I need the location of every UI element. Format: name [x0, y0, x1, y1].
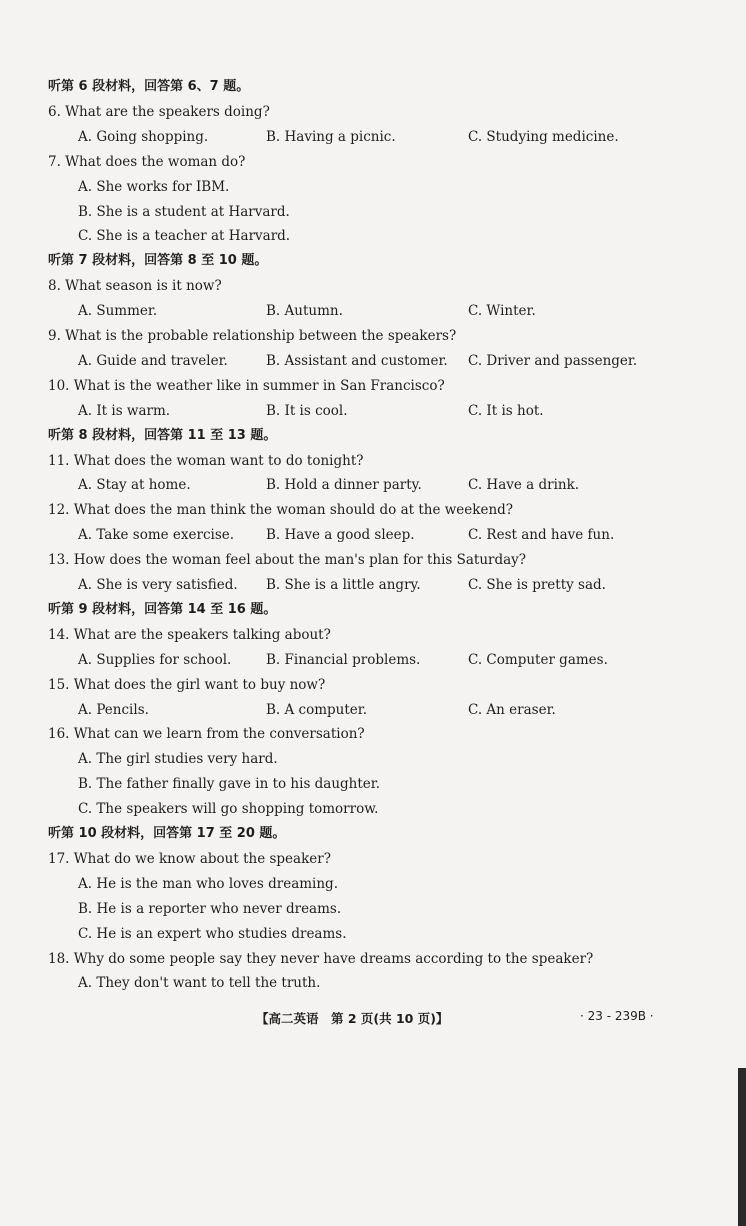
option-line: [0, 875, 746, 893]
option-text: B. He is a reporter who never dreams.: [78, 901, 342, 917]
options-row: [0, 302, 746, 320]
section-header: 听第 8 段材料，回答第 11 至 13 题。: [48, 428, 277, 443]
option-b: B. Assistant and customer.: [266, 353, 448, 369]
section-header: 听第 7 段材料，回答第 8 至 10 题。: [48, 253, 268, 268]
option-text: A. They don't want to tell the truth.: [78, 975, 321, 991]
question-text: 6. What are the speakers doing?: [48, 104, 270, 120]
question-text: 11. What does the woman want to do tonight?: [48, 453, 364, 469]
option-a: A. Going shopping.: [78, 129, 209, 145]
option-text: A. She works for IBM.: [78, 179, 230, 195]
options-row: [0, 476, 746, 494]
option-c: C. Studying medicine.: [468, 129, 619, 145]
question-text: 13. How does the woman feel about the man's plan for this Saturday?: [48, 552, 527, 568]
option-a: A. Summer.: [78, 303, 158, 319]
option-a: A. Stay at home.: [78, 477, 191, 493]
option-b: B. A computer.: [266, 702, 368, 718]
question-text: 16. What can we learn from the conversation?: [48, 726, 365, 742]
option-b: B. Having a picnic.: [266, 129, 396, 145]
option-b: B. Financial problems.: [266, 652, 421, 668]
option-text: B. The father finally gave in to his daughter.: [78, 776, 381, 792]
options-row: [0, 576, 746, 594]
option-text: C. The speakers will go shopping tomorrow.: [78, 801, 379, 817]
section-header: 听第 10 段材料，回答第 17 至 20 题。: [48, 826, 286, 841]
question-text: 12. What does the man think the woman should do at the weekend?: [48, 502, 514, 518]
option-a: A. She is very satisfied.: [78, 577, 238, 593]
options-row: [0, 526, 746, 544]
option-a: A. Guide and traveler.: [78, 353, 228, 369]
option-text: C. She is a teacher at Harvard.: [78, 228, 291, 244]
option-c: C. Winter.: [468, 303, 536, 319]
question-text: 7. What does the woman do?: [48, 154, 246, 170]
option-text: B. She is a student at Harvard.: [78, 204, 290, 220]
footer-title: 【高二英语 第 2 页(共 10 页)】: [256, 1011, 449, 1026]
question-text: 15. What does the girl want to buy now?: [48, 677, 326, 693]
option-c: C. Computer games.: [468, 652, 608, 668]
section-header: 听第 9 段材料，回答第 14 至 16 题。: [48, 602, 277, 617]
options-row: [0, 128, 746, 146]
option-line: [0, 227, 746, 245]
option-text: C. He is an expert who studies dreams.: [78, 926, 347, 942]
scan-edge-mark: [738, 1068, 746, 1226]
options-row: [0, 352, 746, 370]
option-a: A. It is warm.: [78, 403, 171, 419]
option-line: [0, 925, 746, 943]
question-text: 18. Why do some people say they never have dreams according to the speaker?: [48, 951, 594, 967]
question-text: 10. What is the weather like in summer in San Francisco?: [48, 378, 445, 394]
option-c: C. Have a drink.: [468, 477, 580, 493]
option-b: B. She is a little angry.: [266, 577, 421, 593]
options-row: [0, 402, 746, 420]
question-text: 14. What are the speakers talking about?: [48, 627, 331, 643]
page-footer: [0, 1009, 746, 1027]
question-text: 8. What season is it now?: [48, 278, 222, 294]
option-line: [0, 800, 746, 818]
option-b: B. Autumn.: [266, 303, 343, 319]
option-line: [0, 775, 746, 793]
option-line: [0, 974, 746, 992]
option-line: [0, 178, 746, 196]
option-a: A. Supplies for school.: [78, 652, 232, 668]
option-c: C. Rest and have fun.: [468, 527, 615, 543]
section-header: 听第 6 段材料，回答第 6、7 题。: [48, 79, 250, 94]
option-a: A. Take some exercise.: [78, 527, 235, 543]
option-b: B. Have a good sleep.: [266, 527, 415, 543]
options-row: [0, 651, 746, 669]
option-c: C. Driver and passenger.: [468, 353, 638, 369]
option-b: B. It is cool.: [266, 403, 348, 419]
option-b: B. Hold a dinner party.: [266, 477, 422, 493]
question-text: 17. What do we know about the speaker?: [48, 851, 331, 867]
question-text: 9. What is the probable relationship between the speakers?: [48, 328, 457, 344]
option-c: C. It is hot.: [468, 403, 544, 419]
option-text: A. He is the man who loves dreaming.: [78, 876, 338, 892]
option-a: A. Pencils.: [78, 702, 149, 718]
option-line: [0, 750, 746, 768]
option-c: C. An eraser.: [468, 702, 556, 718]
footer-code: · 23 - 239B ·: [580, 1009, 654, 1023]
option-c: C. She is pretty sad.: [468, 577, 606, 593]
options-row: [0, 701, 746, 719]
option-text: A. The girl studies very hard.: [78, 751, 278, 767]
option-line: [0, 203, 746, 221]
option-line: [0, 900, 746, 918]
